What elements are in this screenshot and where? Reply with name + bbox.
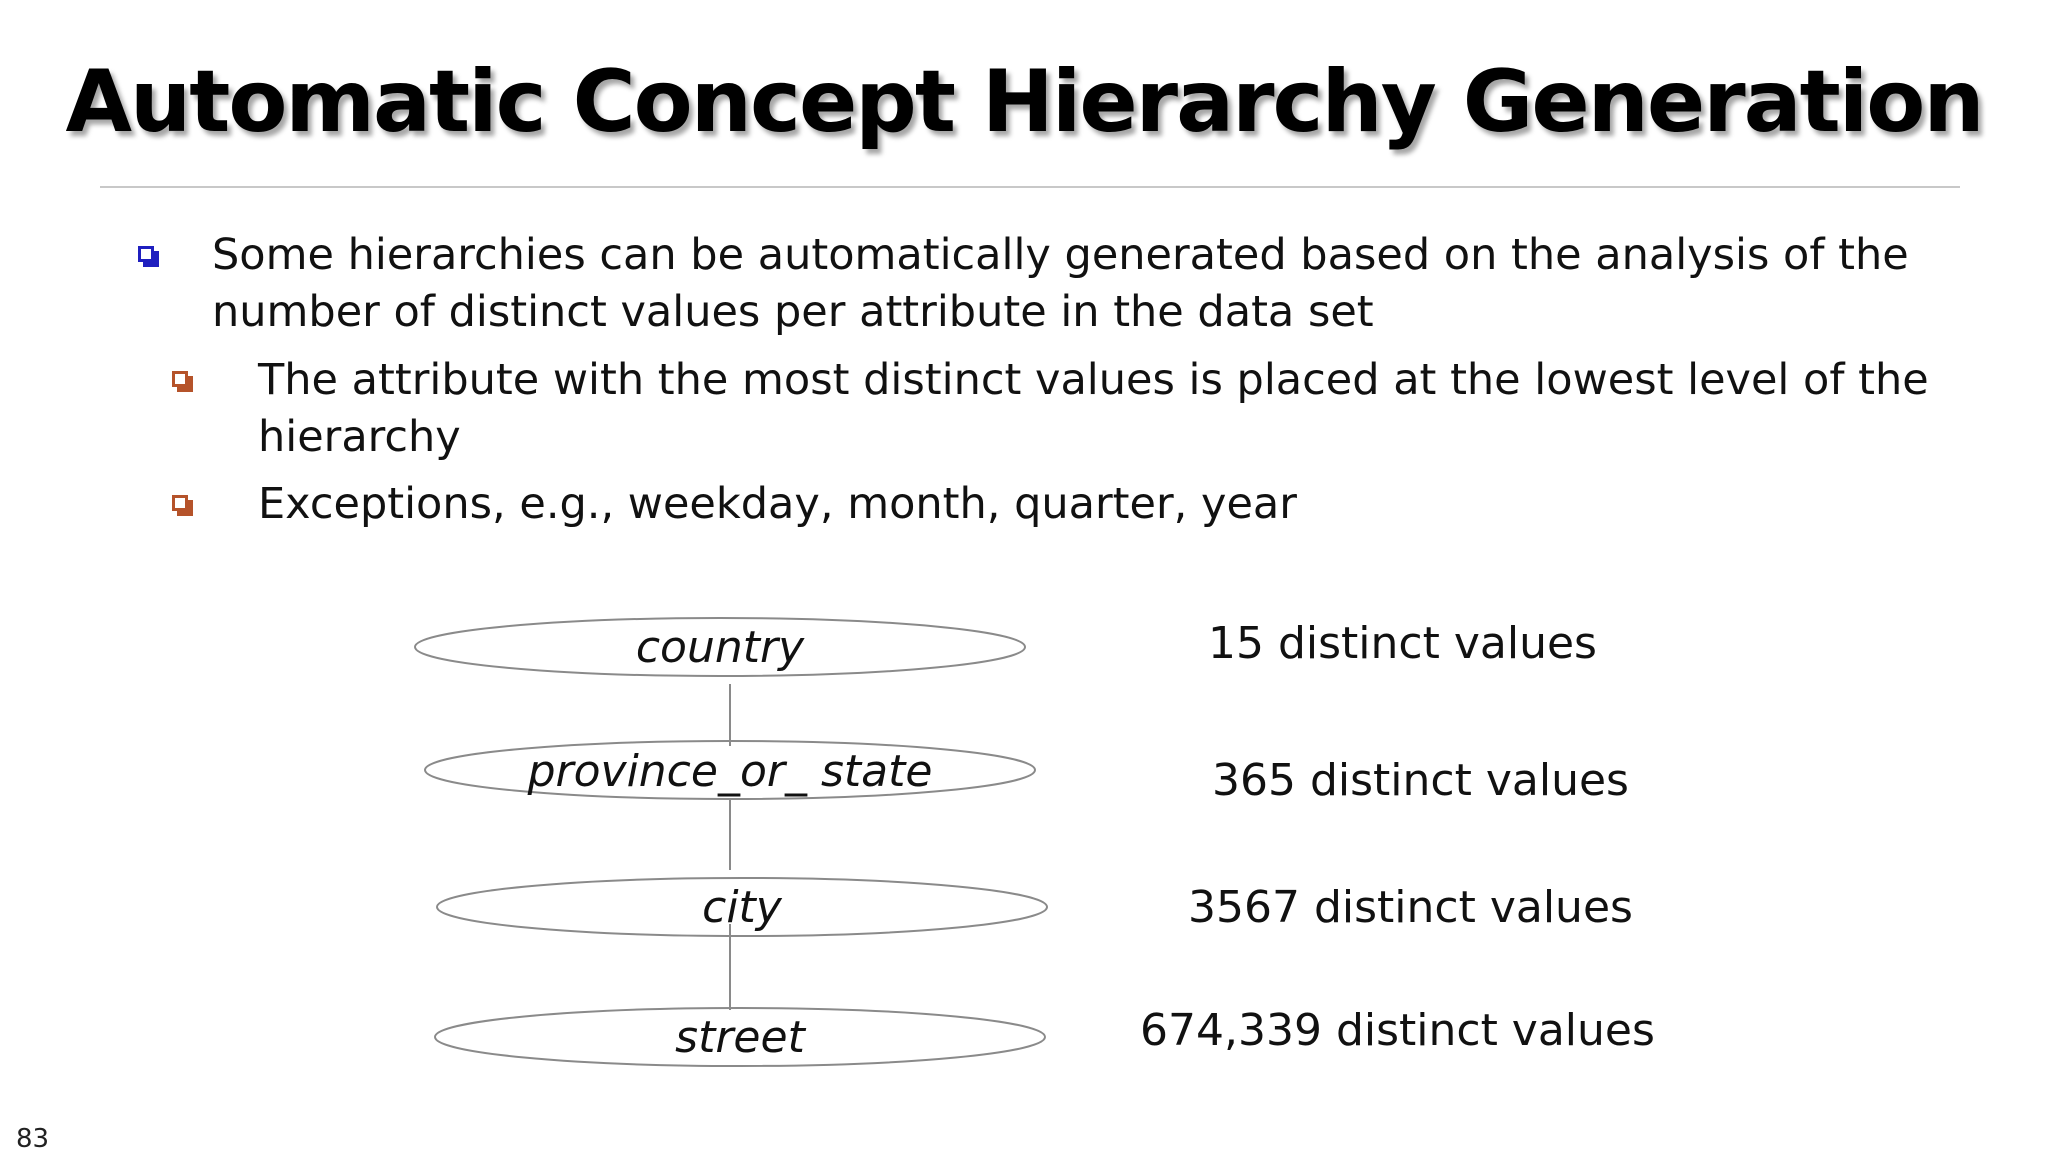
node-label: country <box>635 622 805 673</box>
bullet-line: Some hierarchies can be automatically generated based on the analysis of the <box>212 230 1909 280</box>
node-label: city <box>702 882 782 933</box>
slide-title: Automatic Concept Hierarchy Generation <box>65 52 1983 152</box>
bullet-line: The attribute with the most distinct values is placed at the lowest level of the <box>258 355 1929 405</box>
distinct-count-label: 365 distinct values <box>1212 755 1629 806</box>
node-label: street <box>675 1012 805 1063</box>
hierarchy-node-country <box>415 618 1025 676</box>
distinct-count-label: 15 distinct values <box>1208 618 1597 669</box>
hierarchy-node-city <box>437 878 1047 936</box>
bullet-line: hierarchy <box>258 412 461 462</box>
distinct-count-label: 674,339 distinct values <box>1140 1005 1655 1056</box>
hierarchy-node-street <box>435 1008 1045 1066</box>
distinct-count-label: 3567 distinct values <box>1188 882 1633 933</box>
page-number: 83 <box>16 1124 50 1154</box>
bullet-line: Exceptions, e.g., weekday, month, quarter, year <box>258 479 1297 529</box>
bullet-line: number of distinct values per attribute in the data set <box>212 287 1374 337</box>
node-label: province_or_ state <box>527 746 933 797</box>
hierarchy-node-province-or-state <box>425 741 1035 799</box>
